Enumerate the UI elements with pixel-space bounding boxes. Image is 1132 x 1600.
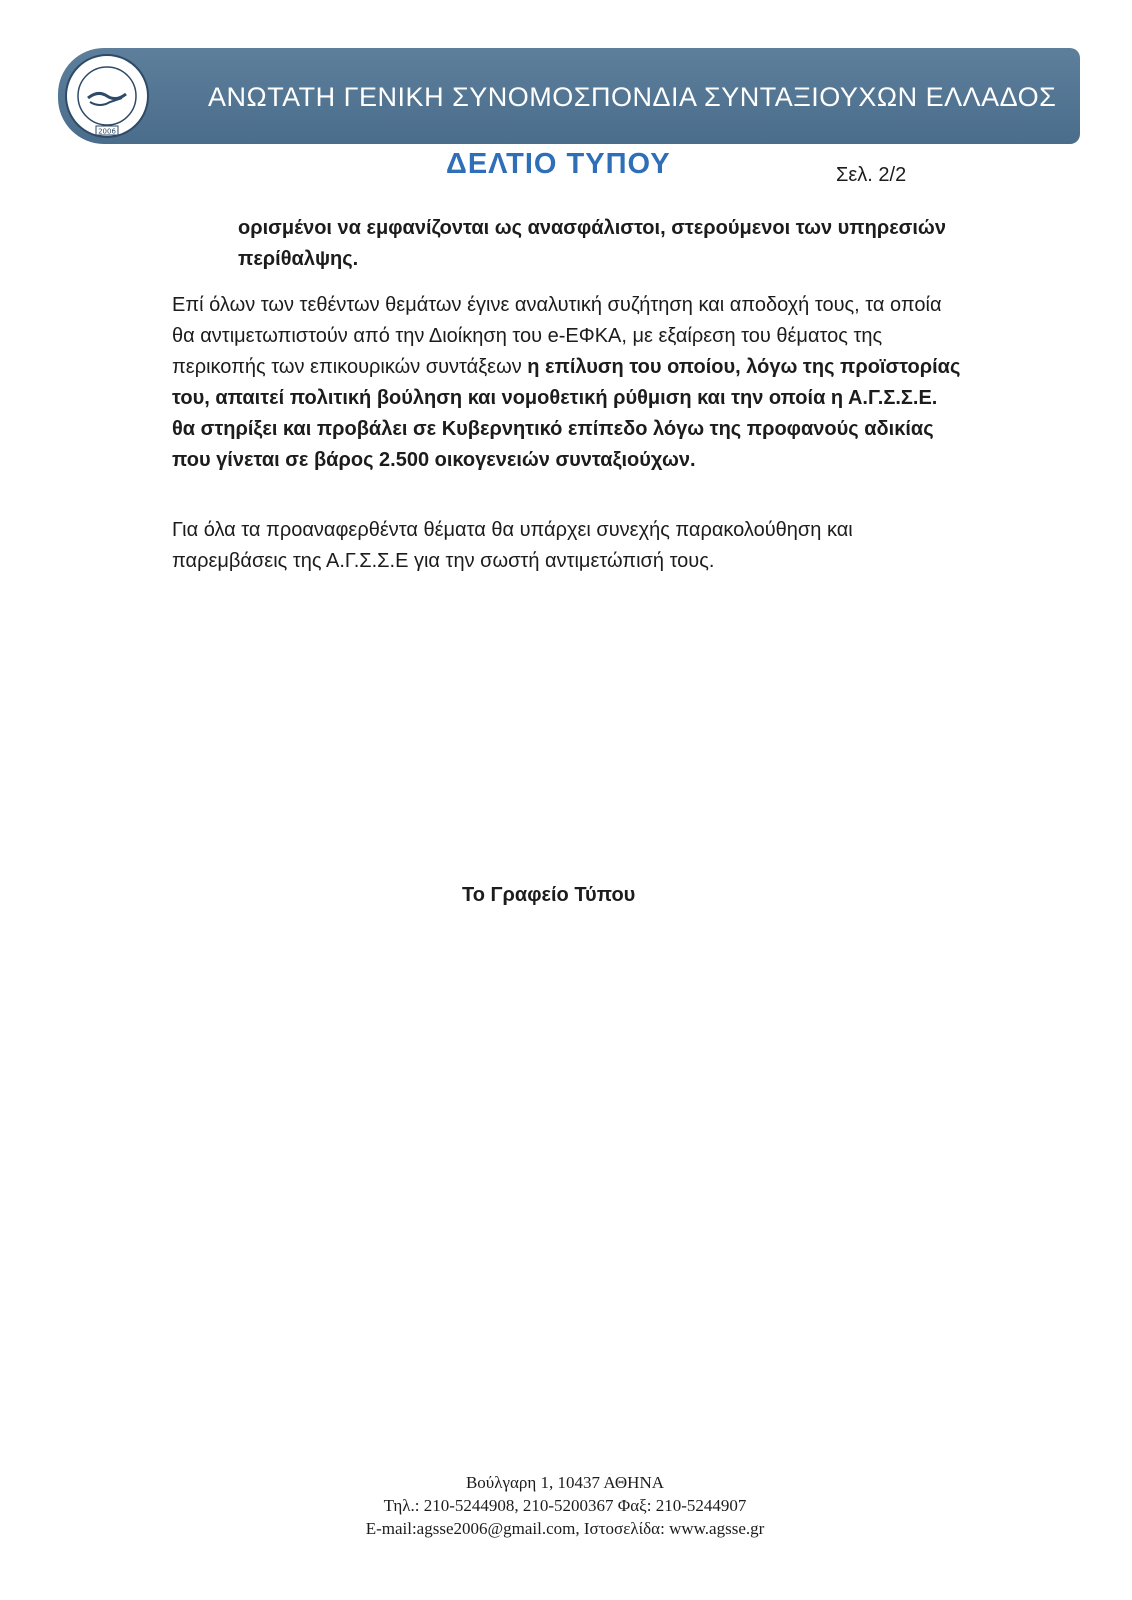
organization-seal-logo (64, 52, 150, 140)
footer-address: Βούλγαρη 1, 10437 ΑΘΗΝΑ (465, 1473, 665, 1492)
document-title: ΔΕΛΤΙΟ ΤΥΠΟΥ (446, 148, 671, 180)
paragraph-continuation: ορισμένοι να εμφανίζονται ως ανασφάλιστοι, στερούμενοι των υπηρεσιών περίθαλψης. (238, 217, 946, 270)
logo-year: 2006 (98, 127, 116, 136)
footer-email-website: E-mail:agsse2006@gmail.com, Ιστοσελίδα: www.agsse.gr (365, 1519, 765, 1538)
signature-press-office: Το Γραφείο Τύπου (462, 884, 636, 906)
header-banner (58, 48, 1080, 144)
footer-contact (330, 1471, 800, 1540)
page-number: Σελ. 2/2 (836, 164, 907, 186)
paragraph-followup: Για όλα τα προαναφερθέντα θέματα θα υπάρχει συνεχής παρακολούθηση και παρεμβάσεις της Α.Γ.Σ.Σ.Ε για την σωστή αντιμετώπισή τους. (172, 519, 853, 572)
paragraph-discussion (172, 290, 962, 476)
paragraph-discussion-regular: Επί όλων των τεθέντων θεμάτων έγινε αναλυτική συζήτηση και αποδοχή τους, τα οποία θα αντιμετωπιστούν από την Διοίκηση του e-ΕΦΚΑ, με εξαίρεση του θέματος της περικοπής των επικουρικών συντάξεων (172, 294, 942, 378)
paragraph-discussion-bold: η επίλυση του οποίου, λόγω της προϊστορίας του, απαιτεί πολιτική βούληση και νομοθετική ρύθμιση και την οποία η Α.Γ.Σ.Σ.Ε. θα στηρίξει και προβάλει σε Κυβερνητικό επίπεδο λόγω της προφανούς αδικίας που γίνεται σε βάρος 2.500 οικογενειών συνταξιούχων. (172, 356, 961, 471)
footer-phones: Τηλ.: 210-5244908, 210-5200367 Φαξ: 210-5244907 (383, 1496, 747, 1515)
organization-name: ΑΝΩΤΑΤΗ ΓΕΝΙΚΗ ΣΥΝΟΜΟΣΠΟΝΔΙΑ ΣΥΝΤΑΞΙΟΥΧΩΝ ΕΛΛΑΔΟΣ (208, 82, 1057, 112)
